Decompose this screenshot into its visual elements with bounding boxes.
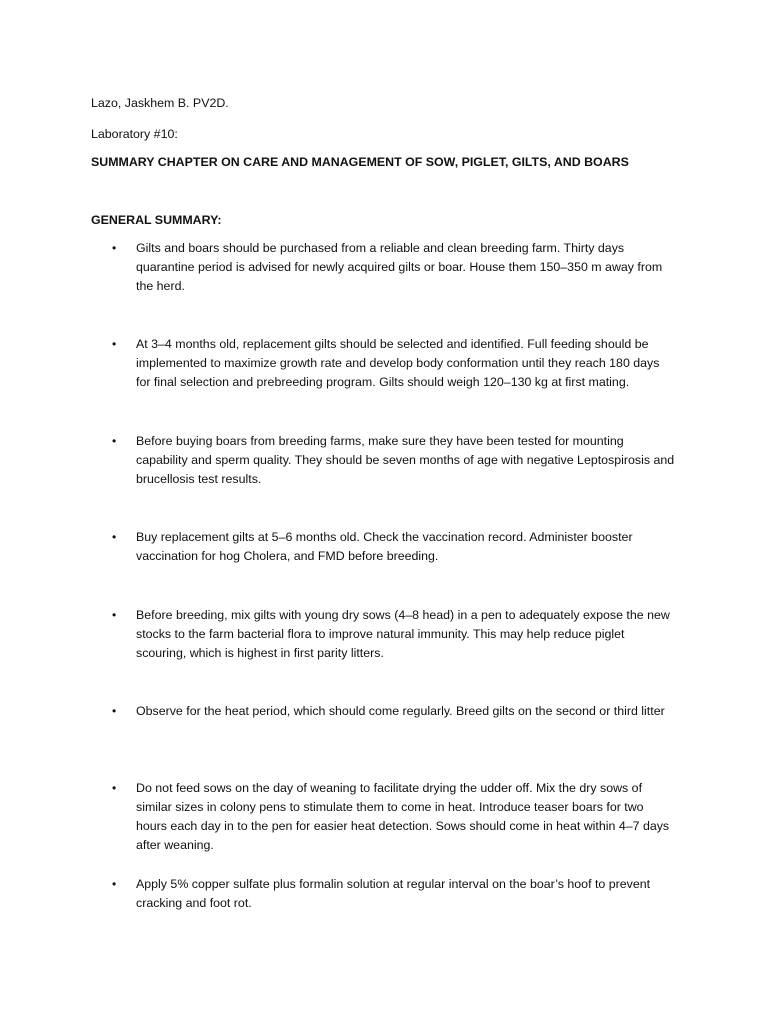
bullet-icon: • [112,608,117,622]
bullet-icon: • [112,530,117,544]
list-item-text: At 3–4 months old, replacement gilts should be selected and identified. Full feeding should be implemented to maximize growth rate and develop body conformation until they reach 180 days for final selection and prebreeding program. Gilts should weigh 120–130 kg at first mating. [136,337,660,389]
list-item-text: Before breeding, mix gilts with young dry sows (4–8 head) in a pen to adequately expose the new stocks to the farm bacterial flora to improve natural immunity. This may help reduce piglet scouring, which is highest in first parity litters. [136,608,670,660]
list-item-text: Before buying boars from breeding farms, make sure they have been tested for mounting capability and sperm quality. They should be seven months of age with negative Leptospirosis and brucellosis test results. [136,434,675,486]
bullet-icon: • [112,704,117,718]
bullet-icon: • [112,241,117,255]
list-item-text: Buy replacement gilts at 5–6 months old. Check the vaccination record. Administer booster vaccination for hog Cholera, and FMD before breeding. [136,530,633,563]
bullet-icon: • [112,877,117,891]
list-item-text: Observe for the heat period, which should come regularly. Breed gilts on the second or third litter [136,704,665,718]
list-item-text: Gilts and boars should be purchased from a reliable and clean breeding farm. Thirty days quarantine period is advised for newly acquired gilts or boar. House them 150–350 m away from the herd. [136,241,663,293]
document-title: SUMMARY CHAPTER ON CARE AND MANAGEMENT OF SOW, PIGLET, GILTS, AND BOARS [91,155,629,169]
bullet-icon: • [112,781,117,795]
list-item-text: Apply 5% copper sulfate plus formalin solution at regular interval on the boar’s hoof to prevent cracking and foot rot. [136,877,651,910]
section-heading: GENERAL SUMMARY: [91,213,222,227]
list-item-text: Do not feed sows on the day of weaning to facilitate drying the udder off. Mix the dry sows of similar sizes in colony pens to stimulate them to come in heat. Introduce teaser boars for two hours each day in to the pen for easier heat detection. Sows should come in heat within 4–7 days after weaning. [136,781,670,852]
author-line: Lazo, Jaskhem B. PV2D. [91,96,229,110]
bullet-icon: • [112,337,117,351]
laboratory-label: Laboratory #10: [91,127,178,141]
bullet-icon: • [112,434,117,448]
